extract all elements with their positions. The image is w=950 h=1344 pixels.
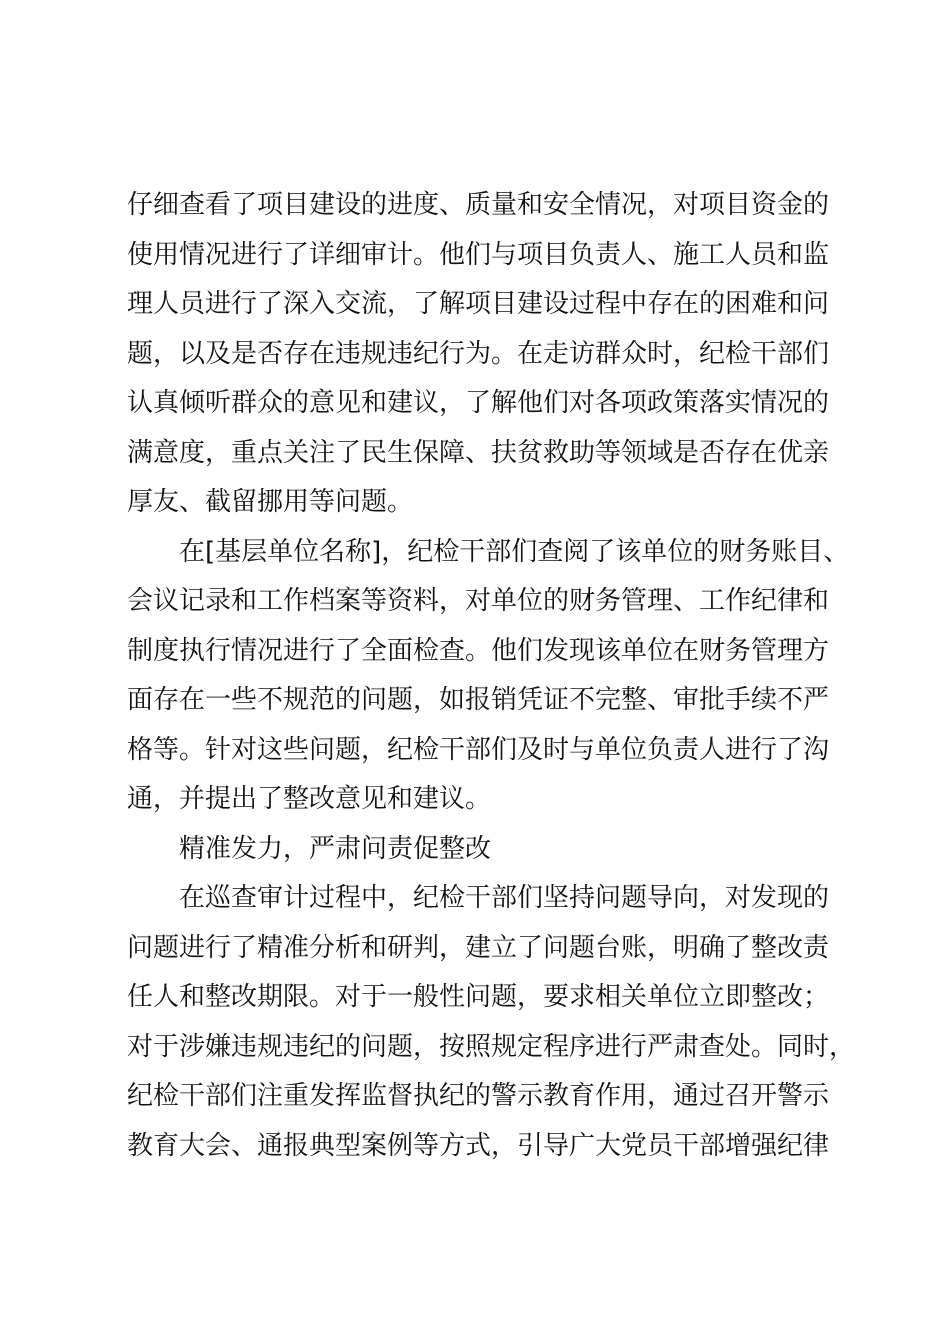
text-line: 纪检干部们注重发挥监督执纪的警示教育作用，通过召开警示 xyxy=(127,1081,830,1111)
text-line: 任人和整改期限。对于一般性问题，要求相关单位立即整改； xyxy=(127,982,830,1012)
document-body xyxy=(127,181,856,1171)
text-line: 教育大会、通报典型案例等方式，引导广大党员干部增强纪律 xyxy=(127,1130,830,1161)
text-line: 仔细查看了项目建设的进度、质量和安全情况，对项目资金的 xyxy=(127,190,830,220)
text-line: 使用情况进行了详细审计。他们与项目负责人、施工人员和监 xyxy=(127,239,830,270)
text-line: 通，并提出了整改意见和建议。 xyxy=(127,784,492,814)
text-line: 问题进行了精准分析和研判，建立了问题台账，明确了整改责 xyxy=(127,932,830,963)
text-line: 制度执行情况进行了全面检查。他们发现该单位在财务管理方 xyxy=(127,635,830,666)
section-heading: 精准发力，严肃问责促整改 xyxy=(179,833,492,864)
text-line: 认真倾听群众的意见和建议，了解他们对各项政策落实情况的 xyxy=(127,388,830,418)
text-line: 满意度，重点关注了民生保障、扶贫救助等领域是否存在优亲 xyxy=(127,437,830,468)
paragraph-first-line: 在[基层单位名称]，纪检干部们查阅了该单位的财务账目、 xyxy=(179,536,850,567)
text-line: 题，以及是否存在违规违纪行为。在走访群众时，纪检干部们 xyxy=(127,338,830,369)
text-line: 厚友、截留挪用等问题。 xyxy=(127,487,414,517)
text-line: 面存在一些不规范的问题，如报销凭证不完整、审批手续不严 xyxy=(127,685,830,715)
text-line: 对于涉嫌违规违纪的问题，按照规定程序进行严肃查处。同时， xyxy=(127,1031,856,1062)
paragraph-first-line: 在巡查审计过程中，纪检干部们坚持问题导向，对发现的 xyxy=(179,883,830,913)
text-line: 会议记录和工作档案等资料，对单位的财务管理、工作纪律和 xyxy=(127,586,830,616)
text-line: 格等。针对这些问题，纪检干部们及时与单位负责人进行了沟 xyxy=(127,734,830,765)
text-line: 理人员进行了深入交流，了解项目建设过程中存在的困难和问 xyxy=(127,289,830,319)
